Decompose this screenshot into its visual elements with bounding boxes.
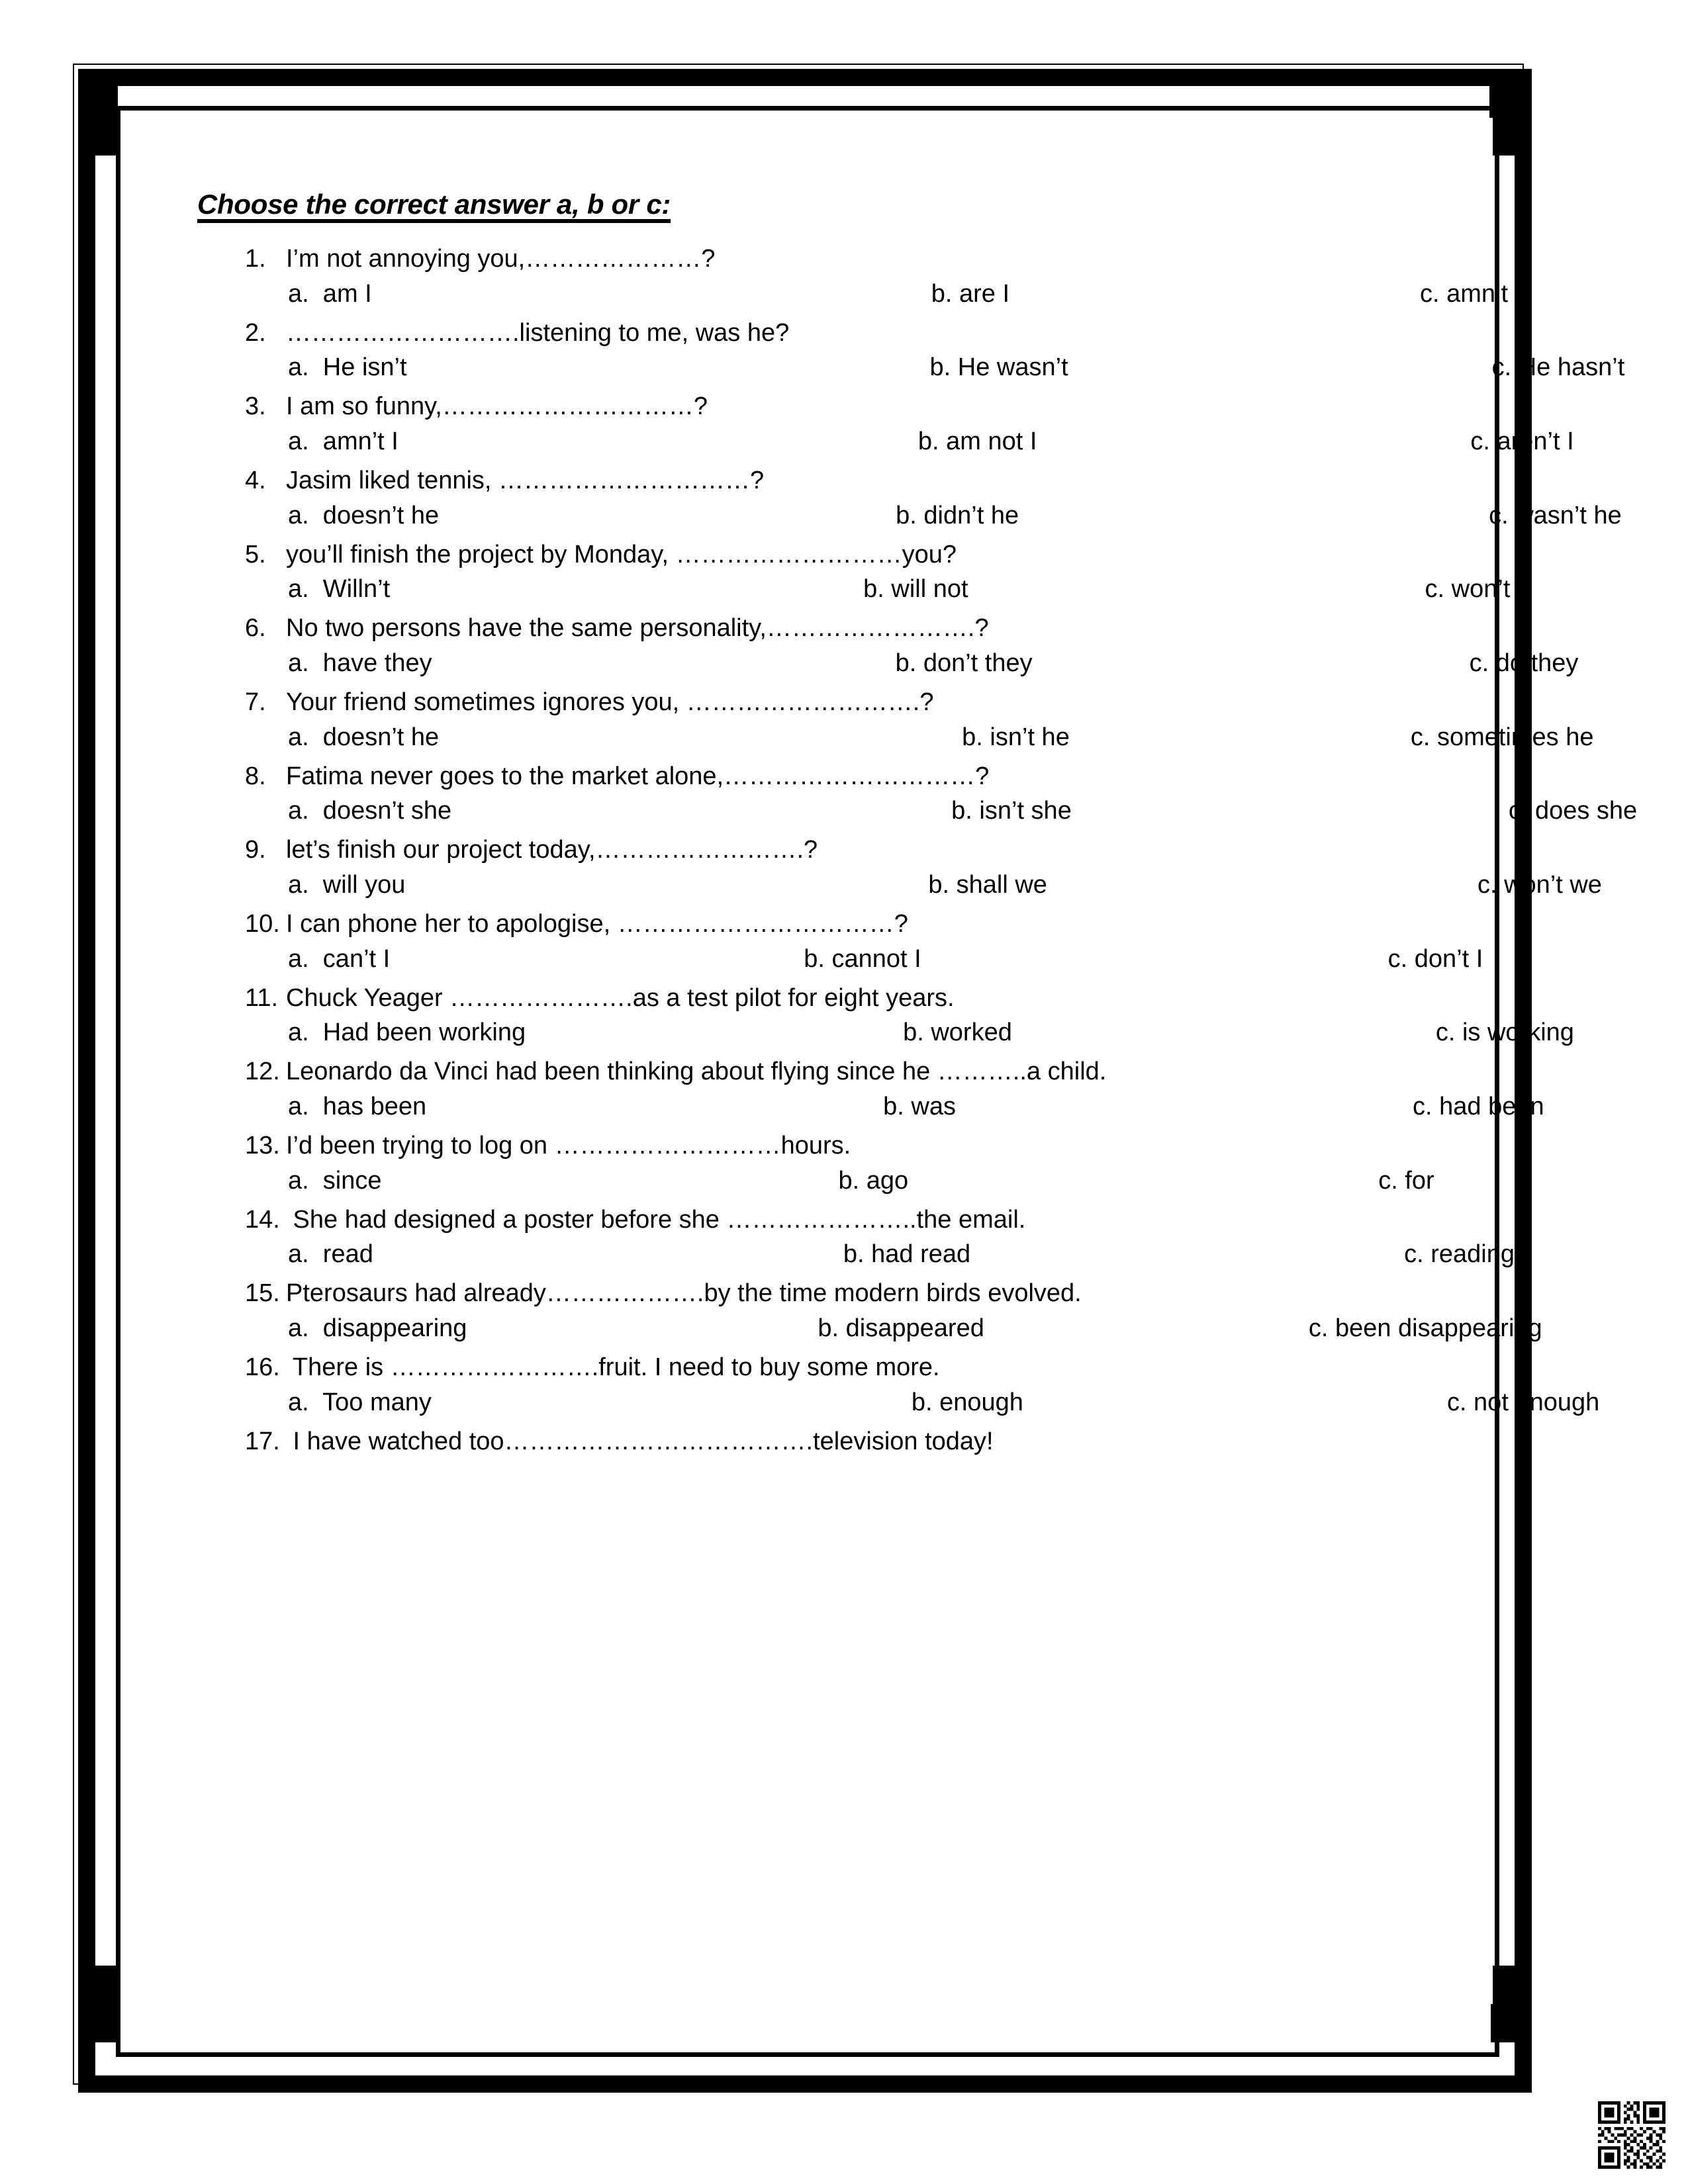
- answer-option-b[interactable]: b. had read: [843, 1240, 971, 1269]
- answer-option-b[interactable]: b. isn’t he: [962, 723, 1070, 751]
- question-number: 12.: [245, 1058, 280, 1086]
- answer-option-a[interactable]: a. disappearing: [288, 1314, 467, 1343]
- answer-option-a[interactable]: a. Too many: [288, 1388, 432, 1416]
- question-number: 6.: [245, 614, 266, 643]
- question-item: [192, 983, 1574, 1048]
- question-text: ……………………….listening to me, was he?: [286, 318, 790, 347]
- answer-options: [288, 1092, 1544, 1122]
- question-number: 9.: [245, 836, 266, 864]
- question-stem: [245, 1057, 1503, 1087]
- answer-option-c[interactable]: c. He hasn’t: [1491, 353, 1625, 382]
- question-text: Leonardo da Vinci had been thinking about flying since he ………..a child.: [286, 1058, 1107, 1086]
- question-item: [192, 762, 1638, 827]
- question-number: 11.: [245, 983, 279, 1012]
- answer-options: [288, 723, 1594, 752]
- answer-options: [288, 870, 1602, 900]
- answer-options: [288, 279, 1523, 309]
- border-corner-bottom-left: [78, 2004, 118, 2042]
- qr-code: [1598, 2101, 1665, 2169]
- question-stem: [245, 540, 1503, 570]
- question-number: 10.: [245, 909, 280, 938]
- question-item: [192, 392, 1574, 457]
- answer-option-a[interactable]: a. since: [288, 1166, 382, 1195]
- answer-options: [288, 501, 1622, 531]
- question-number: 1.: [245, 245, 266, 273]
- answer-option-a[interactable]: a. can’t I: [288, 944, 391, 973]
- question-number: 13.: [245, 1131, 280, 1160]
- answer-option-b[interactable]: b. will not: [863, 575, 968, 604]
- answer-option-a[interactable]: a. will you: [288, 871, 406, 899]
- answer-option-c[interactable]: c. been disappearing: [1308, 1314, 1542, 1343]
- question-text: let’s finish our project today,…………………….?: [286, 836, 818, 864]
- border-corner-top-left: [78, 79, 118, 118]
- answer-options: [288, 1018, 1574, 1048]
- question-number: 7.: [245, 688, 266, 716]
- answer-options: [288, 944, 1503, 974]
- answer-option-b[interactable]: b. don’t they: [895, 649, 1033, 678]
- question-item: [192, 1279, 1542, 1343]
- answer-option-c[interactable]: c. sometimes he: [1410, 723, 1594, 751]
- answer-option-a[interactable]: a. have they: [288, 649, 432, 678]
- border-corner-top-right: [1489, 79, 1530, 118]
- question-item: [192, 1205, 1515, 1270]
- answer-option-c[interactable]: c. amn’t I: [1420, 279, 1523, 308]
- answer-option-a[interactable]: a. am I: [288, 279, 372, 308]
- question-stem: [245, 1131, 1503, 1161]
- answer-option-c[interactable]: c. won’t: [1425, 575, 1511, 604]
- question-text: Jasim liked tennis, …………………………?: [286, 466, 765, 494]
- answer-option-c[interactable]: c. is working: [1435, 1019, 1574, 1047]
- question-stem: [245, 909, 1503, 939]
- answer-option-c[interactable]: c. reading: [1404, 1240, 1515, 1269]
- question-stem: [245, 614, 1503, 643]
- question-item: [192, 318, 1625, 383]
- question-text: There is …………………….fruit. I need to buy some more.: [286, 1353, 940, 1381]
- answer-option-c[interactable]: c. had been: [1413, 1093, 1544, 1121]
- answer-option-c[interactable]: c. does she: [1508, 797, 1638, 825]
- question-number: 5.: [245, 540, 266, 569]
- answer-option-b[interactable]: b. didn’t he: [896, 501, 1019, 529]
- answer-options: [288, 1240, 1515, 1269]
- answer-option-c[interactable]: c. wasn’t he: [1489, 501, 1622, 529]
- question-item: [192, 1427, 1503, 1457]
- border-corner-bottom-right-2: [1493, 1966, 1531, 2042]
- question-text: I’d been trying to log on ………………………hours.: [286, 1131, 851, 1160]
- question-stem: [245, 466, 1503, 496]
- border-corner-top-left-2: [78, 79, 117, 156]
- answer-options: [288, 1388, 1600, 1418]
- question-stem: [245, 1205, 1503, 1235]
- answer-option-b[interactable]: b. cannot I: [804, 944, 921, 973]
- question-text: I am so funny,…………………………?: [286, 392, 708, 421]
- answer-option-b[interactable]: b. isn’t she: [951, 797, 1072, 825]
- question-stem: [245, 1427, 1503, 1457]
- question-number: 8.: [245, 762, 266, 790]
- border-corner-bottom-left-2: [78, 1966, 117, 2042]
- question-item: [192, 1353, 1600, 1418]
- answer-options: [288, 1314, 1542, 1343]
- question-item: [192, 540, 1511, 605]
- answer-options: [288, 649, 1579, 678]
- answer-option-c[interactable]: c. aren’t I: [1470, 428, 1574, 456]
- question-text: Your friend sometimes ignores you, ……………………….?: [286, 688, 934, 716]
- answer-option-a[interactable]: a. He isn’t: [288, 353, 407, 382]
- answer-option-b[interactable]: b. am not I: [917, 428, 1037, 456]
- answer-option-b[interactable]: b. shall we: [928, 871, 1047, 899]
- answer-options: [288, 574, 1511, 604]
- answer-option-b[interactable]: b. was: [883, 1093, 956, 1121]
- question-stem: [245, 318, 1503, 348]
- answer-option-b[interactable]: b. ago: [838, 1166, 909, 1195]
- question-item: [192, 1057, 1544, 1122]
- answer-option-b[interactable]: b. are I: [931, 279, 1010, 308]
- answer-option-c[interactable]: c. do they: [1469, 649, 1579, 678]
- answer-option-c[interactable]: c. don’t I: [1387, 944, 1483, 973]
- question-stem: [245, 1353, 1503, 1383]
- answer-option-b[interactable]: b. worked: [903, 1019, 1012, 1047]
- question-stem: [245, 392, 1503, 422]
- question-stem: [245, 688, 1503, 717]
- question-text: She had designed a poster before she …………………..the email.: [286, 1205, 1026, 1234]
- question-number: 16.: [245, 1353, 280, 1381]
- question-text: you’ll finish the project by Monday, ………………………you?: [286, 540, 957, 569]
- question-text: I can phone her to apologise, ……………………………?: [286, 909, 908, 938]
- border-corner-top-right-2: [1493, 79, 1531, 156]
- question-stem: [245, 244, 1503, 274]
- question-number: 3.: [245, 392, 266, 421]
- question-number: 14.: [245, 1205, 280, 1234]
- answer-options: [288, 796, 1638, 826]
- question-number: 2.: [245, 318, 266, 347]
- answer-options: [288, 353, 1625, 383]
- answer-option-a[interactable]: a. amn’t I: [288, 428, 399, 456]
- answer-option-c[interactable]: c. won’t we: [1477, 871, 1602, 899]
- answer-option-a[interactable]: a. doesn’t he: [288, 501, 440, 529]
- question-stem: [245, 835, 1503, 865]
- answer-option-c[interactable]: c. for: [1378, 1166, 1434, 1195]
- question-item: [192, 614, 1579, 678]
- answer-option-a[interactable]: a. read: [288, 1240, 373, 1269]
- answer-option-a[interactable]: a. has been: [288, 1093, 427, 1121]
- question-text: Fatima never goes to the market alone,…………………………?: [286, 762, 990, 790]
- question-text: I’m not annoying you,…………………?: [286, 245, 716, 273]
- answer-option-a[interactable]: a. doesn’t she: [288, 797, 452, 825]
- answer-options: [288, 1166, 1503, 1196]
- question-stem: [245, 983, 1503, 1013]
- border-corner-bottom-right: [1491, 2004, 1532, 2042]
- question-stem: [245, 1279, 1503, 1308]
- answer-option-c[interactable]: c. not enough: [1446, 1388, 1600, 1416]
- answer-options: [288, 427, 1574, 457]
- question-item: [192, 1131, 1503, 1196]
- answer-option-b[interactable]: b. He wasn’t: [929, 353, 1068, 382]
- answer-option-a[interactable]: a. Willn’t: [288, 575, 391, 604]
- question-stem: [245, 762, 1503, 792]
- question-item: [192, 909, 1503, 974]
- question-number: 17.: [245, 1427, 280, 1455]
- worksheet-heading: Choose the correct answer a, b or c:: [197, 189, 671, 220]
- answer-option-b[interactable]: b. disappeared: [818, 1314, 984, 1343]
- question-text: Chuck Yeager ………………….as a test pilot for eight years.: [286, 983, 955, 1012]
- question-text: No two persons have the same personality,…………………….?: [286, 614, 989, 643]
- question-number: 15.: [245, 1279, 280, 1308]
- question-item: [192, 244, 1523, 309]
- question-number: 4.: [245, 466, 266, 494]
- question-list: [192, 244, 1638, 1456]
- question-text: Pterosaurs had already……………….by the time modern birds evolved.: [286, 1279, 1082, 1308]
- worksheet-content: [192, 189, 1638, 1457]
- answer-option-a[interactable]: a. Had been working: [288, 1019, 526, 1047]
- answer-option-a[interactable]: a. doesn’t he: [288, 723, 440, 751]
- answer-option-b[interactable]: b. enough: [911, 1388, 1023, 1416]
- question-item: [192, 466, 1622, 531]
- question-item: [192, 835, 1602, 900]
- question-item: [192, 688, 1594, 752]
- question-text: I have watched too……………………………….television today!: [286, 1427, 994, 1455]
